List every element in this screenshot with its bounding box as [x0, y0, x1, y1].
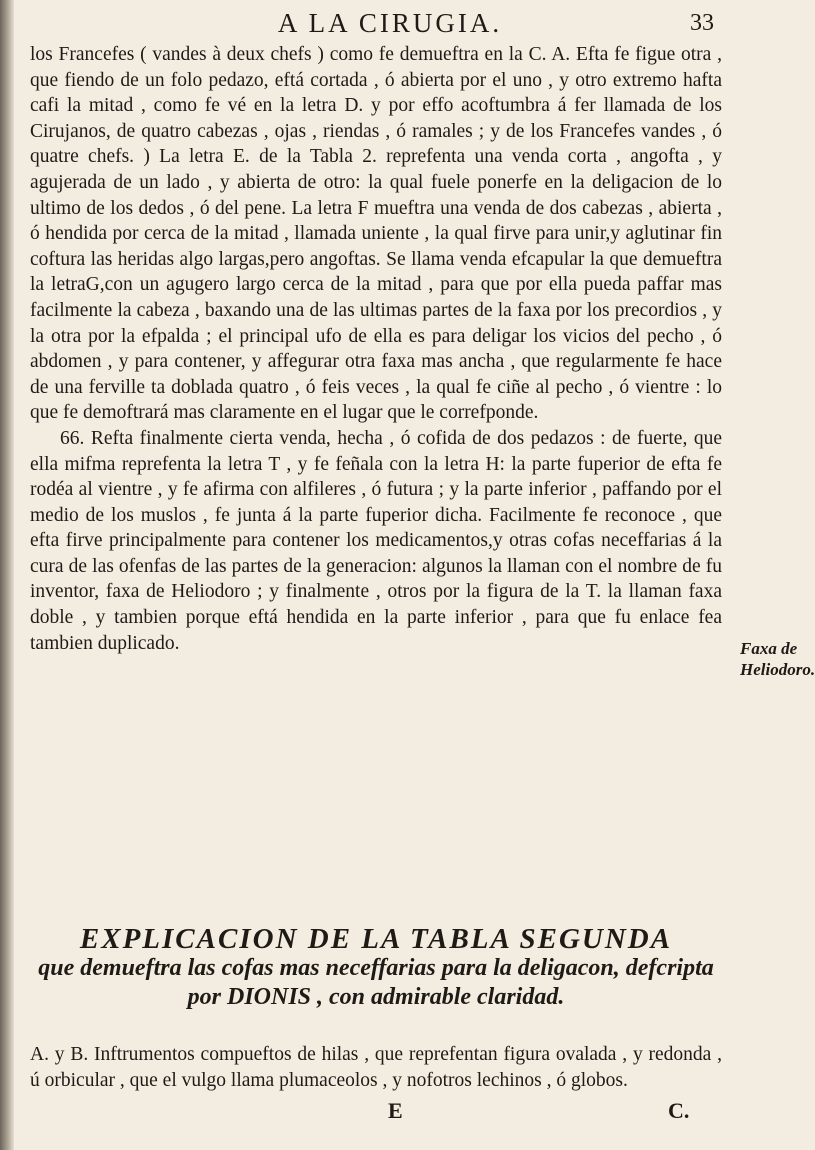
- page-header: [0, 8, 800, 42]
- paragraph-bandages-c-to-g: los Francefes ( vandes à deux chefs ) como fe demueftra en la C. A. Efta fe figue otra , que fiendo de un folo pedazo, eftá cortada , ó abierta por el uno , y otro extremo hafta cafi la mitad , como fe vé en la letra D. y por effo acoftumbra á fer llamada de los Cirujanos, de quatro cabezas , ojas , riendas , ó ramales ; y de los Francefes vandes , ó quatre chefs. ) La letra E. de la Tabla 2. reprefenta una venda corta , angofta , y agujerada de un lado , y abierta de otro: la qual fuele ponerfe en la deligacion de lo ultimo de los dedos , ó del pene. La letra F mueftra una venda de dos cabezas , abierta , ó hendida por cerca de la mitad , llamada uniente , la qual firve para unir,y aglutinar fin coftura las heridas algo largas,pero angoftas. Se llama venda efcapular la que demueftra la letraG,con un agugero largo cerca de la mitad , para que por ella pueda paffar mas facilmente la cabeza , baxando una de las ultimas partes de la faxa por los precordios , y la otra por la efpalda ; el principal ufo de ella es para deligar los vicios del pecho , ó abdomen , y para contener, y affegurar otra faxa mas ancha , que regularmente fe hace de una ferville ta doblada quatro , ó feis veces , la qual fe ciñe al pecho , ó vientre : lo que fe demoftrará mas claramente en el lugar que le correfponde.: [30, 44, 722, 424]
- page-footer: [0, 1098, 800, 1128]
- section-heading-title: EXPLICACION DE LA TABLA SEGUNDA: [79, 923, 673, 955]
- paragraph-instruments-a-b: A. y B. Inftrumentos compueftos de hilas , que reprefentan figura ovalada , y redonda , ú orbicular , que el vulgo llama plumaceolos , y nofotros lechinos , ó globos.: [30, 1044, 722, 1091]
- catchword: C.: [668, 1098, 690, 1123]
- section-heading: [30, 925, 722, 1012]
- signature-mark: E: [388, 1098, 403, 1123]
- paragraph-66-t-bandage: 66. Refta finalmente cierta venda, hecha , ó cofida de dos pedazos : de fuerte, que ella mifma reprefenta la letra T , y fe feñala con la letra H: la parte fuperior de efta fe rodéa al vientre , y fe afirma con alfileres , ó futura ; y la parte inferior , paffando por el medio de los muslos , fe junta á la parte fuperior dicha. Facilmente fe reconoce , que efta firve principalmente para contener los medicamentos,y otras cofas neceffarias á la cura de las ofenfas de las partes de la generacion: algunos la llaman con el nombre de fu inventor, faxa de Heliodoro ; y finalmente , otros por la figura de la T. la llaman faxa doble , y tambien porque eftá hendida en la parte inferior , para que fu enlace fea tambien duplicado.: [30, 427, 722, 654]
- page-number: 33: [690, 10, 714, 36]
- body-text: [30, 42, 722, 656]
- running-head: A LA CIRUGIA.: [277, 8, 503, 38]
- section-heading-subtitle: que demueftra las cofas mas neceffarias para la deligacon, defcripta por DIONIS , con admirable claridad.: [38, 955, 714, 1010]
- margin-note: Faxa de Heliodoro.: [740, 639, 815, 679]
- page-binding-edge: [0, 0, 14, 1150]
